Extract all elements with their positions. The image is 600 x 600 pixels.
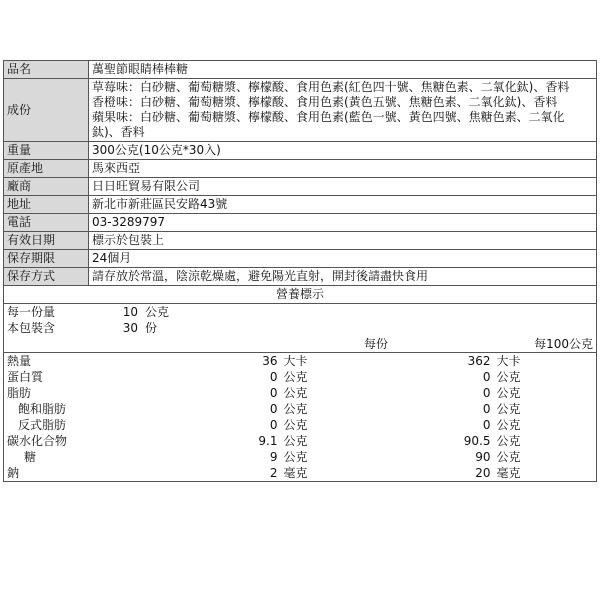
per-serving-unit: 大卡: [283, 354, 308, 368]
ingredients-value: [89, 79, 597, 142]
row-address: [4, 196, 597, 214]
row-phone: [4, 214, 597, 232]
servings-unit: 份: [145, 321, 158, 335]
nutrition-row: [4, 417, 596, 433]
row-maker: [4, 178, 597, 196]
phone-label: 電話: [4, 214, 89, 232]
per-serving-unit: 公克: [283, 386, 308, 400]
serving-info: [4, 304, 596, 336]
per-serving-value: 0: [269, 370, 278, 384]
per-serving-value: 9.1: [258, 434, 278, 448]
expiry-label: 有效日期: [4, 232, 89, 250]
nutrition-header-row: [4, 336, 596, 353]
per-serving-unit: 公克: [283, 418, 308, 432]
per-serving-value: 9: [269, 450, 278, 464]
maker-label: 廠商: [4, 178, 89, 196]
per-serving-value: 0: [269, 418, 278, 432]
serving-size-row: [4, 304, 596, 320]
maker-value: 日日旺貿易有限公司: [89, 178, 597, 196]
ingredients-label: 成份: [4, 79, 89, 142]
address-value: 新北市新莊區民安路43號: [89, 196, 597, 214]
nutrition-row: [4, 465, 596, 481]
servings-label: 本包裝含: [7, 321, 56, 335]
nutrient-label: 飽和脂肪: [18, 402, 67, 416]
servings-value: 30: [122, 321, 138, 335]
address-label: 地址: [4, 196, 89, 214]
per-100g-value: 362: [467, 354, 491, 368]
row-shelf-life: [4, 250, 597, 268]
row-storage: [4, 268, 597, 286]
serving-size-label: 每一份量: [7, 305, 56, 319]
nutrient-label: 反式脂肪: [18, 418, 67, 432]
per-serving-unit: 公克: [283, 434, 308, 448]
per-serving-unit: 公克: [283, 370, 308, 384]
per-100g-unit: 毫克: [496, 466, 521, 480]
per-serving-unit: 公克: [283, 402, 308, 416]
nutrient-label: 糖: [24, 450, 37, 464]
origin-label: 原產地: [4, 160, 89, 178]
expiry-value: 標示於包裝上: [89, 232, 597, 250]
per-100g-value: 0: [482, 418, 491, 432]
ingredient-orange: 香橙味：白砂糖、葡萄糖漿、檸檬酸、食用色素(黃色五號、焦糖色素、二氧化鈦)、香料: [92, 95, 558, 109]
nutrition-row: [4, 385, 596, 401]
per-serving-value: 0: [269, 386, 278, 400]
nutrition-row: [4, 369, 596, 385]
per-100g-unit: 公克: [496, 434, 521, 448]
shelf-life-label: 保存期限: [4, 250, 89, 268]
row-origin: [4, 160, 597, 178]
per-100g-value: 0: [482, 370, 491, 384]
storage-label: 保存方式: [4, 268, 89, 286]
col-per-serving: 每份: [170, 336, 391, 353]
nutrition-panel: [3, 304, 597, 482]
nutrition-row: [4, 353, 596, 370]
per-100g-value: 90: [475, 450, 491, 464]
per-100g-unit: 公克: [496, 386, 521, 400]
name-label: 品名: [4, 61, 89, 79]
ingredient-strawberry: 草莓味：白砂糖、葡萄糖漿、檸檬酸、食用色素(紅色四十號、焦糖色素、二氧化鈦)、香料: [92, 80, 570, 94]
name-value: 萬聖節眼睛棒棒糖: [89, 61, 597, 79]
nutrient-label: 熱量: [7, 354, 32, 368]
row-name: [4, 61, 597, 79]
row-expiry: [4, 232, 597, 250]
per-100g-unit: 大卡: [496, 354, 521, 368]
servings-row: [4, 320, 596, 336]
weight-value: 300公克(10公克*30入): [89, 142, 597, 160]
nutrient-label: 碳水化合物: [7, 434, 68, 448]
product-info-table: [3, 60, 597, 304]
shelf-life-value: 24個月: [89, 250, 597, 268]
per-serving-unit: 毫克: [283, 466, 308, 480]
per-serving-value: 36: [262, 354, 278, 368]
serving-size-unit: 公克: [145, 305, 170, 319]
per-100g-value: 0: [482, 386, 491, 400]
per-100g-unit: 公克: [496, 402, 521, 416]
per-100g-unit: 公克: [496, 418, 521, 432]
serving-size-value: 10: [122, 305, 138, 319]
product-label-sheet: [3, 60, 597, 482]
per-100g-value: 20: [475, 466, 491, 480]
nutrition-title: 營養標示: [4, 286, 597, 304]
col-per-100g: 每100公克: [391, 336, 596, 353]
per-100g-value: 90.5: [463, 434, 491, 448]
per-serving-unit: 公克: [283, 450, 308, 464]
per-100g-unit: 公克: [496, 450, 521, 464]
weight-label: 重量: [4, 142, 89, 160]
nutrition-facts-table: [4, 336, 596, 481]
nutrient-label: 脂肪: [7, 386, 32, 400]
row-nutrition-title: [4, 286, 597, 304]
phone-value: 03-3289797: [89, 214, 597, 232]
nutrition-rows: [4, 353, 596, 482]
row-ingredients: [4, 79, 597, 142]
origin-value: 馬來西亞: [89, 160, 597, 178]
per-100g-value: 0: [482, 402, 491, 416]
per-serving-value: 0: [269, 402, 278, 416]
nutrient-label: 蛋白質: [7, 370, 44, 384]
nutrition-row: [4, 449, 596, 465]
nutrient-label: 鈉: [7, 466, 20, 480]
per-100g-unit: 公克: [496, 370, 521, 384]
ingredient-apple: 蘋果味：白砂糖、葡萄糖漿、檸檬酸、食用色素(藍色一號、黃色四號、焦糖色素、二氧化鈦)、香料: [92, 110, 565, 139]
nutrition-row: [4, 433, 596, 449]
per-serving-value: 2: [269, 466, 278, 480]
nutrition-row: [4, 401, 596, 417]
row-weight: [4, 142, 597, 160]
storage-value: 請存放於常溫，陰涼乾燥處，避免陽光直射，開封後請盡快食用: [89, 268, 597, 286]
